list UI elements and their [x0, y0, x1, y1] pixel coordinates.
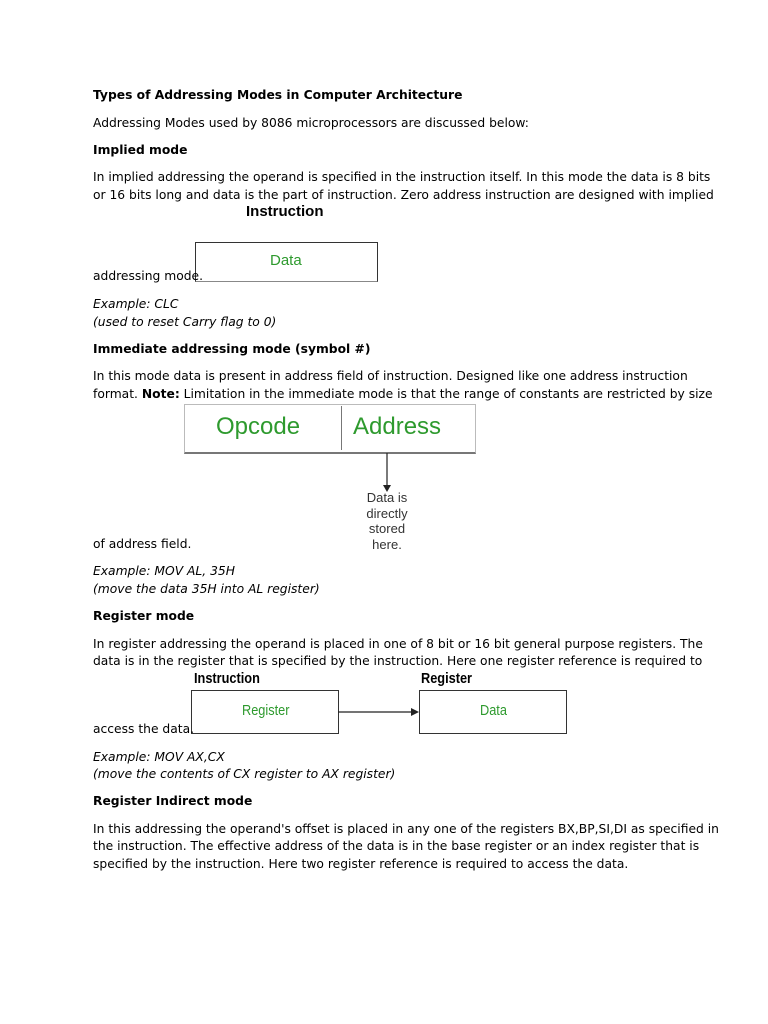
- implied-diagram-title: Instruction: [246, 203, 324, 220]
- opcode-label: Opcode: [216, 413, 301, 440]
- immediate-heading: Immediate addressing mode (symbol #): [93, 342, 371, 356]
- immediate-line-3: of address field.: [93, 537, 192, 551]
- implied-heading: Implied mode: [93, 143, 188, 157]
- arrow-down-icon: [381, 453, 393, 493]
- caption-line-1: Data is: [366, 490, 408, 505]
- register-line-2: data is in the register that is specified by the instruction. Here one register reference is required to: [93, 654, 703, 668]
- register-indirect-line-1: In this addressing the operand's offset is placed in any one of the registers BX,BP,SI,DI as specified in: [93, 822, 719, 836]
- page-title: Types of Addressing Modes in Computer Architecture: [93, 88, 463, 102]
- immediate-example-note: (move the data 35H into AL register): [93, 582, 320, 596]
- caption-line-2: directly: [366, 505, 408, 521]
- implied-line-2: or 16 bits long and data is the part of instruction. Zero address instruction are designed with implied: [93, 188, 714, 202]
- register-line-3: access the data.: [93, 722, 195, 736]
- opcode-address-divider: [341, 406, 342, 450]
- register-right-box-label: Data: [480, 702, 507, 719]
- implied-data-label: Data: [270, 252, 302, 269]
- caption-line-3: stored: [368, 521, 406, 536]
- immediate-line-2: [93, 385, 713, 403]
- register-heading: Register mode: [93, 609, 195, 623]
- immediate-line-2-rest: Limitation in the immediate mode is that the range of constants are restricted by size: [179, 387, 713, 401]
- register-indirect-line-2: the instruction. The effective address of the data is in the base register or an index register that is: [93, 839, 700, 853]
- register-right-title: Register: [421, 670, 473, 687]
- register-left-title: Instruction: [194, 670, 260, 687]
- immediate-example: Example: MOV AL, 35H: [93, 564, 235, 578]
- implied-line-3: addressing mode.: [93, 269, 204, 283]
- immediate-note-label: Note:: [141, 387, 180, 401]
- immediate-diagram: [184, 404, 476, 554]
- register-indirect-line-3: specified by the instruction. Here two register reference is required to access the data.: [93, 857, 629, 871]
- arrow-right-icon: [338, 707, 420, 717]
- implied-line-1: In implied addressing the operand is specified in the instruction itself. In this mode the data is 8 bits: [93, 170, 711, 184]
- address-label: Address: [353, 413, 442, 440]
- register-indirect-heading: Register Indirect mode: [93, 794, 253, 808]
- register-diagram: [190, 670, 568, 738]
- immediate-line-1: In this mode data is present in address field of instruction. Designed like one address instruction: [93, 369, 688, 383]
- register-example: Example: MOV AX,CX: [93, 750, 225, 764]
- implied-diagram: [194, 202, 378, 284]
- immediate-line-2-prefix: format.: [93, 387, 142, 401]
- intro-text: Addressing Modes used by 8086 microprocessors are discussed below:: [93, 116, 529, 130]
- implied-example-note: (used to reset Carry flag to 0): [93, 315, 277, 329]
- caption-line-4: here.: [372, 536, 402, 552]
- register-left-box-label: Register: [242, 702, 290, 719]
- register-line-1: In register addressing the operand is placed in one of 8 bit or 16 bit general purpose registers. The: [93, 637, 703, 651]
- implied-example: Example: CLC: [93, 297, 179, 311]
- register-example-note: (move the contents of CX register to AX register): [93, 767, 396, 781]
- immediate-caption: [347, 490, 427, 552]
